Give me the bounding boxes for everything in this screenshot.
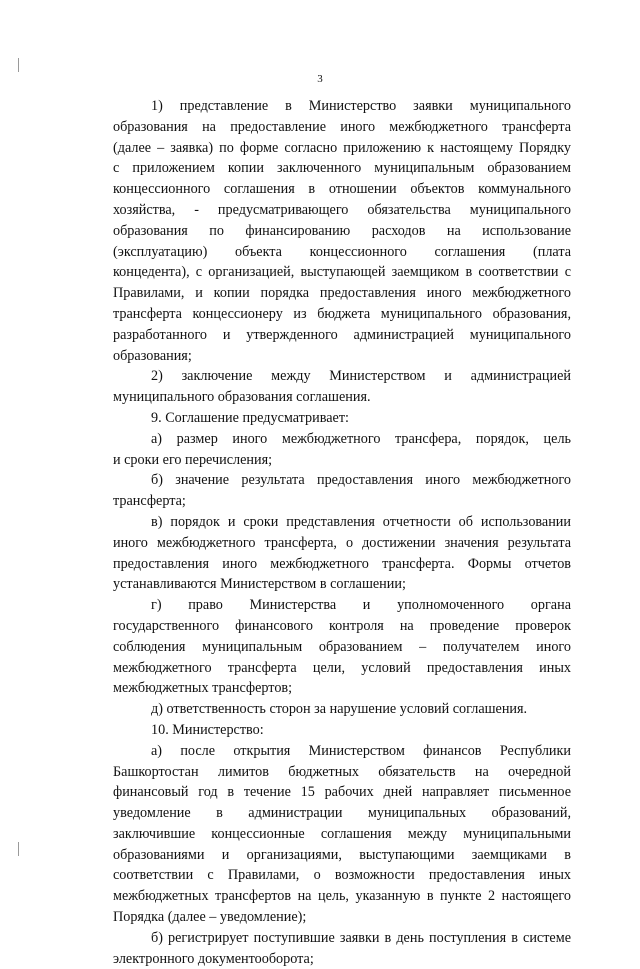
text-line: трансферта концессионеру из бюджета муниципального образования, [113, 305, 571, 322]
text-line: соблюдения муниципальным образованием – получателем иного [113, 638, 571, 655]
text-line: образования по финансированию расходов на использование [113, 222, 571, 239]
text-line: межбюджетных трансфертов; [113, 680, 293, 697]
text-line: и сроки его перечисления; [113, 451, 273, 468]
text-line: заключившие концессионные соглашения между муниципальными [113, 825, 571, 842]
text-line: муниципального образования соглашения. [113, 389, 371, 406]
text-line: 10. Министерство: [151, 721, 264, 738]
text-line: Правилами, и копии порядка предоставления иного межбюджетного [113, 285, 571, 302]
text-line: (эксплуатацию) объекта концессионного соглашения (плата [113, 243, 571, 260]
text-line: б) значение результата предоставления иного межбюджетного [151, 472, 571, 489]
text-line: финансовый год в течение 15 рабочих дней направляет письменное [113, 784, 571, 801]
text-line: образования на предоставление иного межбюджетного трансферта [113, 118, 571, 135]
text-line: уведомление в администрации муниципальных образований, [113, 805, 571, 822]
text-line: межбюджетного трансферта цели, условий предоставления иных [113, 659, 571, 676]
text-line: 1) представление в Министерство заявки муниципального [151, 98, 571, 114]
text-line: в) порядок и сроки представления отчетности об использовании [151, 513, 571, 530]
text-line: электронного документооборота; [113, 950, 314, 967]
text-line: а) размер иного межбюджетного трансфера, порядок, цель [151, 430, 571, 447]
text-line: образованиями и организациями, выступающими заемщиками в [113, 846, 571, 863]
text-line: предоставления иного межбюджетного трансферта. Формы отчетов [113, 555, 571, 572]
text-line: соответствии с Правилами, о возможности предоставления иных [113, 867, 571, 884]
text-line: концедента), с организацией, выступающей заемщиком в соответствии с [113, 264, 571, 281]
text-line: концессионного соглашения в отношении объектов коммунального [113, 181, 571, 198]
left-margin-mark [18, 842, 19, 856]
text-line: образования; [113, 347, 192, 364]
text-line: Башкортостан лимитов бюджетных обязательств на очередной [113, 763, 571, 780]
text-line: хозяйства, - предусматривающего обязательства муниципального [113, 201, 571, 218]
text-line: межбюджетных трансфертов на цель, указанную в пункте 2 настоящего [113, 888, 571, 905]
page-number: 3 [317, 73, 323, 85]
text-line: 2) заключение между Министерством и администрацией [151, 368, 571, 385]
text-line: а) после открытия Министерством финансов Республики [151, 742, 571, 759]
left-margin-mark [18, 58, 19, 72]
text-line: с приложением копии заключенного муниципальным образованием [113, 160, 571, 177]
text-line: (далее – заявка) по форме согласно приложению к настоящему Порядку [113, 139, 571, 156]
text-line: иного межбюджетного трансферта, о достижении значения результата [113, 534, 571, 551]
text-line: трансферта; [113, 493, 186, 510]
body-text [113, 96, 571, 969]
text-line: г) право Министерства и уполномоченного органа [151, 597, 571, 614]
text-line: 9. Соглашение предусматривает: [151, 409, 349, 426]
text-line: устанавливаются Министерством в соглашении; [113, 576, 406, 593]
text-line: б) регистрирует поступившие заявки в день поступления в системе [151, 929, 571, 946]
text-line: разработанного и утвержденного администрацией муниципального [113, 326, 571, 343]
text-line: государственного финансового контроля на проведение проверок [113, 617, 571, 634]
text-line: Порядка (далее – уведомление); [113, 909, 307, 926]
text-line: д) ответственность сторон за нарушение условий соглашения. [151, 701, 528, 718]
